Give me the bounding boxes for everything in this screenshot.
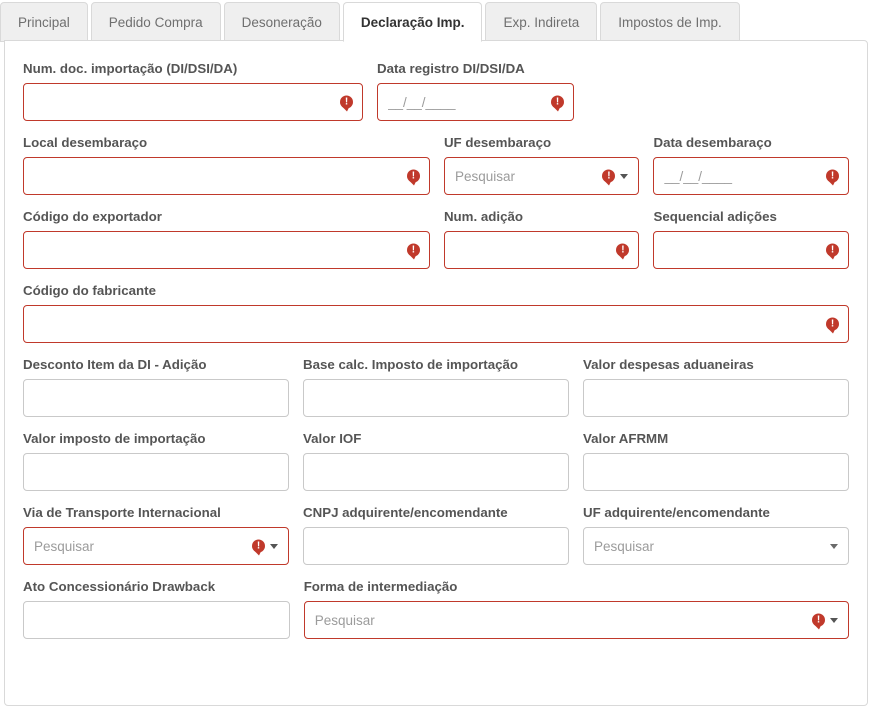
tab-bar bbox=[0, 0, 872, 41]
control-local-desembaraco bbox=[23, 157, 430, 195]
field-num-doc-importacao bbox=[23, 61, 363, 121]
form-row-8 bbox=[23, 579, 849, 639]
control-num-doc-importacao bbox=[23, 83, 363, 121]
input-valor-imposto-importacao[interactable] bbox=[23, 453, 289, 491]
label-valor-despesas-aduaneiras: Valor despesas aduaneiras bbox=[583, 357, 754, 372]
label-ato-concessionario: Ato Concessionário Drawback bbox=[23, 579, 216, 594]
field-cnpj-adquirente bbox=[303, 505, 569, 565]
form-row-4 bbox=[23, 283, 849, 343]
input-local-desembaraco[interactable] bbox=[23, 157, 430, 195]
field-uf-adquirente bbox=[583, 505, 849, 565]
field-data-desembaraco bbox=[653, 135, 849, 195]
input-codigo-exportador[interactable] bbox=[23, 231, 430, 269]
error-icon: ! bbox=[826, 318, 839, 331]
label-valor-imposto-importacao: Valor imposto de importação bbox=[23, 431, 206, 446]
input-codigo-fabricante[interactable] bbox=[23, 305, 849, 343]
control-base-calc-imposto-importacao bbox=[303, 379, 569, 417]
error-icon: ! bbox=[252, 540, 265, 553]
control-uf-adquirente bbox=[583, 527, 849, 565]
field-codigo-fabricante bbox=[23, 283, 849, 343]
label-valor-afrmm: Valor AFRMM bbox=[583, 431, 669, 446]
field-codigo-exportador bbox=[23, 209, 430, 269]
form-row-7 bbox=[23, 505, 849, 565]
tab-desoneracao[interactable]: Desoneração bbox=[224, 2, 340, 42]
input-uf-adquirente[interactable] bbox=[583, 527, 849, 565]
label-codigo-exportador: Código do exportador bbox=[23, 209, 162, 224]
field-data-registro bbox=[377, 61, 574, 121]
label-sequencial-adicoes: Sequencial adições bbox=[653, 209, 777, 224]
tab-pedido-compra[interactable]: Pedido Compra bbox=[91, 2, 221, 42]
control-valor-afrmm bbox=[583, 453, 849, 491]
control-uf-desembaraco bbox=[444, 157, 640, 195]
label-data-desembaraco: Data desembaraço bbox=[653, 135, 772, 150]
tab-exp-indireta[interactable]: Exp. Indireta bbox=[485, 2, 597, 42]
input-ato-concessionario[interactable] bbox=[23, 601, 290, 639]
field-forma-intermediacao bbox=[304, 579, 849, 639]
input-data-desembaraco[interactable] bbox=[653, 157, 849, 195]
input-desconto-item-di[interactable] bbox=[23, 379, 289, 417]
input-valor-despesas-aduaneiras[interactable] bbox=[583, 379, 849, 417]
input-forma-intermediacao[interactable] bbox=[304, 601, 849, 639]
error-icon: ! bbox=[616, 244, 629, 257]
form-row-3 bbox=[23, 209, 849, 269]
error-icon: ! bbox=[340, 96, 353, 109]
tab-impostos-de-imp[interactable]: Impostos de Imp. bbox=[600, 2, 740, 42]
label-base-calc-imposto-importacao: Base calc. Imposto de importação bbox=[303, 357, 519, 372]
input-uf-desembaraco[interactable] bbox=[444, 157, 640, 195]
form-row-2 bbox=[23, 135, 849, 195]
control-valor-imposto-importacao bbox=[23, 453, 289, 491]
control-via-transporte bbox=[23, 527, 289, 565]
field-valor-despesas-aduaneiras bbox=[583, 357, 849, 417]
label-uf-desembaraco: UF desembaraço bbox=[443, 135, 552, 150]
field-base-calc-imposto-importacao bbox=[303, 357, 569, 417]
label-data-registro: Data registro DI/DSI/DA bbox=[377, 61, 525, 76]
control-codigo-fabricante bbox=[23, 305, 849, 343]
label-forma-intermediacao: Forma de intermediação bbox=[303, 579, 458, 594]
field-uf-desembaraco bbox=[444, 135, 640, 195]
input-data-registro[interactable] bbox=[377, 83, 574, 121]
label-num-adicao: Num. adição bbox=[443, 209, 523, 224]
label-num-doc-importacao: Num. doc. importação (DI/DSI/DA) bbox=[23, 61, 238, 76]
error-icon: ! bbox=[826, 244, 839, 257]
input-cnpj-adquirente[interactable] bbox=[303, 527, 569, 565]
field-valor-afrmm bbox=[583, 431, 849, 491]
form-row-1 bbox=[23, 61, 849, 121]
input-num-doc-importacao[interactable] bbox=[23, 83, 363, 121]
field-via-transporte bbox=[23, 505, 289, 565]
tab-declaracao-imp[interactable]: Declaração Imp. bbox=[343, 2, 483, 42]
field-valor-iof bbox=[303, 431, 569, 491]
field-num-adicao bbox=[444, 209, 640, 269]
tab-principal[interactable]: Principal bbox=[0, 2, 88, 42]
input-sequencial-adicoes[interactable] bbox=[653, 231, 849, 269]
control-codigo-exportador bbox=[23, 231, 430, 269]
declaracao-imp-panel bbox=[4, 40, 868, 706]
field-local-desembaraco bbox=[23, 135, 430, 195]
input-valor-afrmm[interactable] bbox=[583, 453, 849, 491]
control-ato-concessionario bbox=[23, 601, 290, 639]
control-valor-despesas-aduaneiras bbox=[583, 379, 849, 417]
input-valor-iof[interactable] bbox=[303, 453, 569, 491]
form-row-6 bbox=[23, 431, 849, 491]
input-via-transporte[interactable] bbox=[23, 527, 289, 565]
error-icon: ! bbox=[812, 614, 825, 627]
error-icon: ! bbox=[551, 96, 564, 109]
label-via-transporte: Via de Transporte Internacional bbox=[23, 505, 221, 520]
field-sequencial-adicoes bbox=[653, 209, 849, 269]
label-uf-adquirente: UF adquirente/encomendante bbox=[583, 505, 770, 520]
label-codigo-fabricante: Código do fabricante bbox=[23, 283, 156, 298]
control-num-adicao bbox=[444, 231, 640, 269]
control-sequencial-adicoes bbox=[653, 231, 849, 269]
error-icon: ! bbox=[407, 170, 420, 183]
control-forma-intermediacao bbox=[304, 601, 849, 639]
field-valor-imposto-importacao bbox=[23, 431, 289, 491]
control-data-registro bbox=[377, 83, 574, 121]
label-desconto-item-di: Desconto Item da DI - Adição bbox=[23, 357, 207, 372]
field-desconto-item-di bbox=[23, 357, 289, 417]
input-base-calc-imposto-importacao[interactable] bbox=[303, 379, 569, 417]
label-local-desembaraco: Local desembaraço bbox=[23, 135, 148, 150]
control-valor-iof bbox=[303, 453, 569, 491]
input-num-adicao[interactable] bbox=[444, 231, 640, 269]
field-ato-concessionario bbox=[23, 579, 290, 639]
error-icon: ! bbox=[602, 170, 615, 183]
control-cnpj-adquirente bbox=[303, 527, 569, 565]
form-row-5 bbox=[23, 357, 849, 417]
label-valor-iof: Valor IOF bbox=[303, 431, 362, 446]
label-cnpj-adquirente: CNPJ adquirente/encomendante bbox=[303, 505, 508, 520]
control-data-desembaraco bbox=[653, 157, 849, 195]
control-desconto-item-di bbox=[23, 379, 289, 417]
error-icon: ! bbox=[407, 244, 420, 257]
error-icon: ! bbox=[826, 170, 839, 183]
